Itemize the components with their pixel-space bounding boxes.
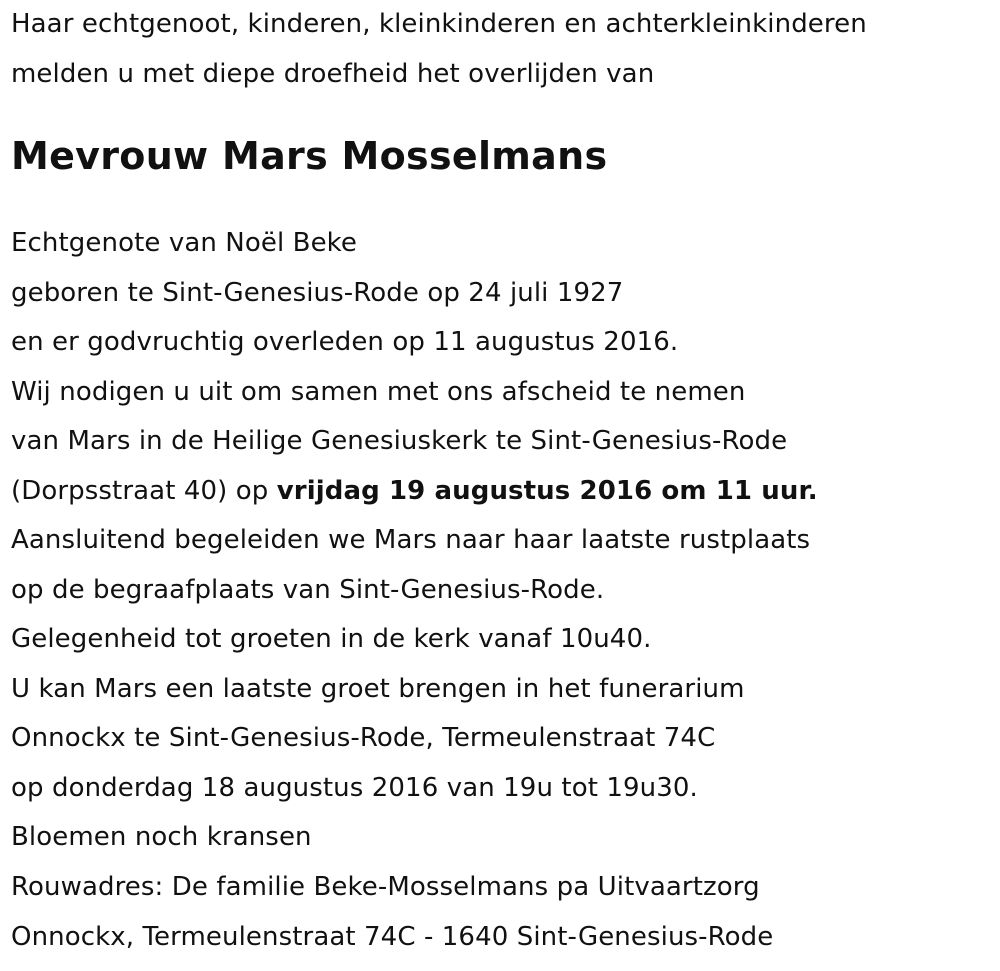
greeting-line: Gelegenheid tot groeten in de kerk vanaf 10u40.: [11, 624, 652, 654]
burial-line-2: op de begraafplaats van Sint-Genesius-Rode.: [11, 575, 605, 605]
visit-line-1: U kan Mars een laatste groet brengen in het funerarium: [11, 674, 745, 704]
death-line: en er godvruchtig overleden op 11 augustus 2016.: [11, 327, 679, 357]
church-line: van Mars in de Heilige Genesiuskerk te Sint-Genesius-Rode: [11, 426, 788, 456]
burial-line-1: Aansluitend begeleiden we Mars naar haar laatste rustplaats: [11, 525, 811, 555]
spouse-line: Echtgenote van Noël Beke: [11, 228, 357, 258]
service-date: vrijdag 19 augustus 2016 om 11 uur.: [276, 476, 818, 506]
service-line: [11, 473, 818, 509]
flowers-line: Bloemen noch kransen: [11, 822, 312, 852]
service-address: (Dorpsstraat 40) op: [11, 476, 277, 506]
mourning-address-line-1: Rouwadres: De familie Beke-Mosselmans pa Uitvaartzorg: [11, 872, 760, 902]
intro-line-1: Haar echtgenoot, kinderen, kleinkinderen en achterkleinkinderen: [11, 9, 867, 39]
deceased-name: Mevrouw Mars Mosselmans: [11, 134, 608, 178]
visit-line-3: op donderdag 18 augustus 2016 van 19u tot 19u30.: [11, 773, 698, 803]
birth-line: geboren te Sint-Genesius-Rode op 24 juli 1927: [11, 278, 624, 308]
intro-line-2: melden u met diepe droefheid het overlijden van: [11, 59, 655, 89]
invite-line: Wij nodigen u uit om samen met ons afscheid te nemen: [11, 377, 746, 407]
mourning-address-line-2: Onnockx, Termeulenstraat 74C - 1640 Sint-Genesius-Rode: [11, 922, 774, 952]
visit-line-2: Onnockx te Sint-Genesius-Rode, Termeulenstraat 74C: [11, 723, 716, 753]
